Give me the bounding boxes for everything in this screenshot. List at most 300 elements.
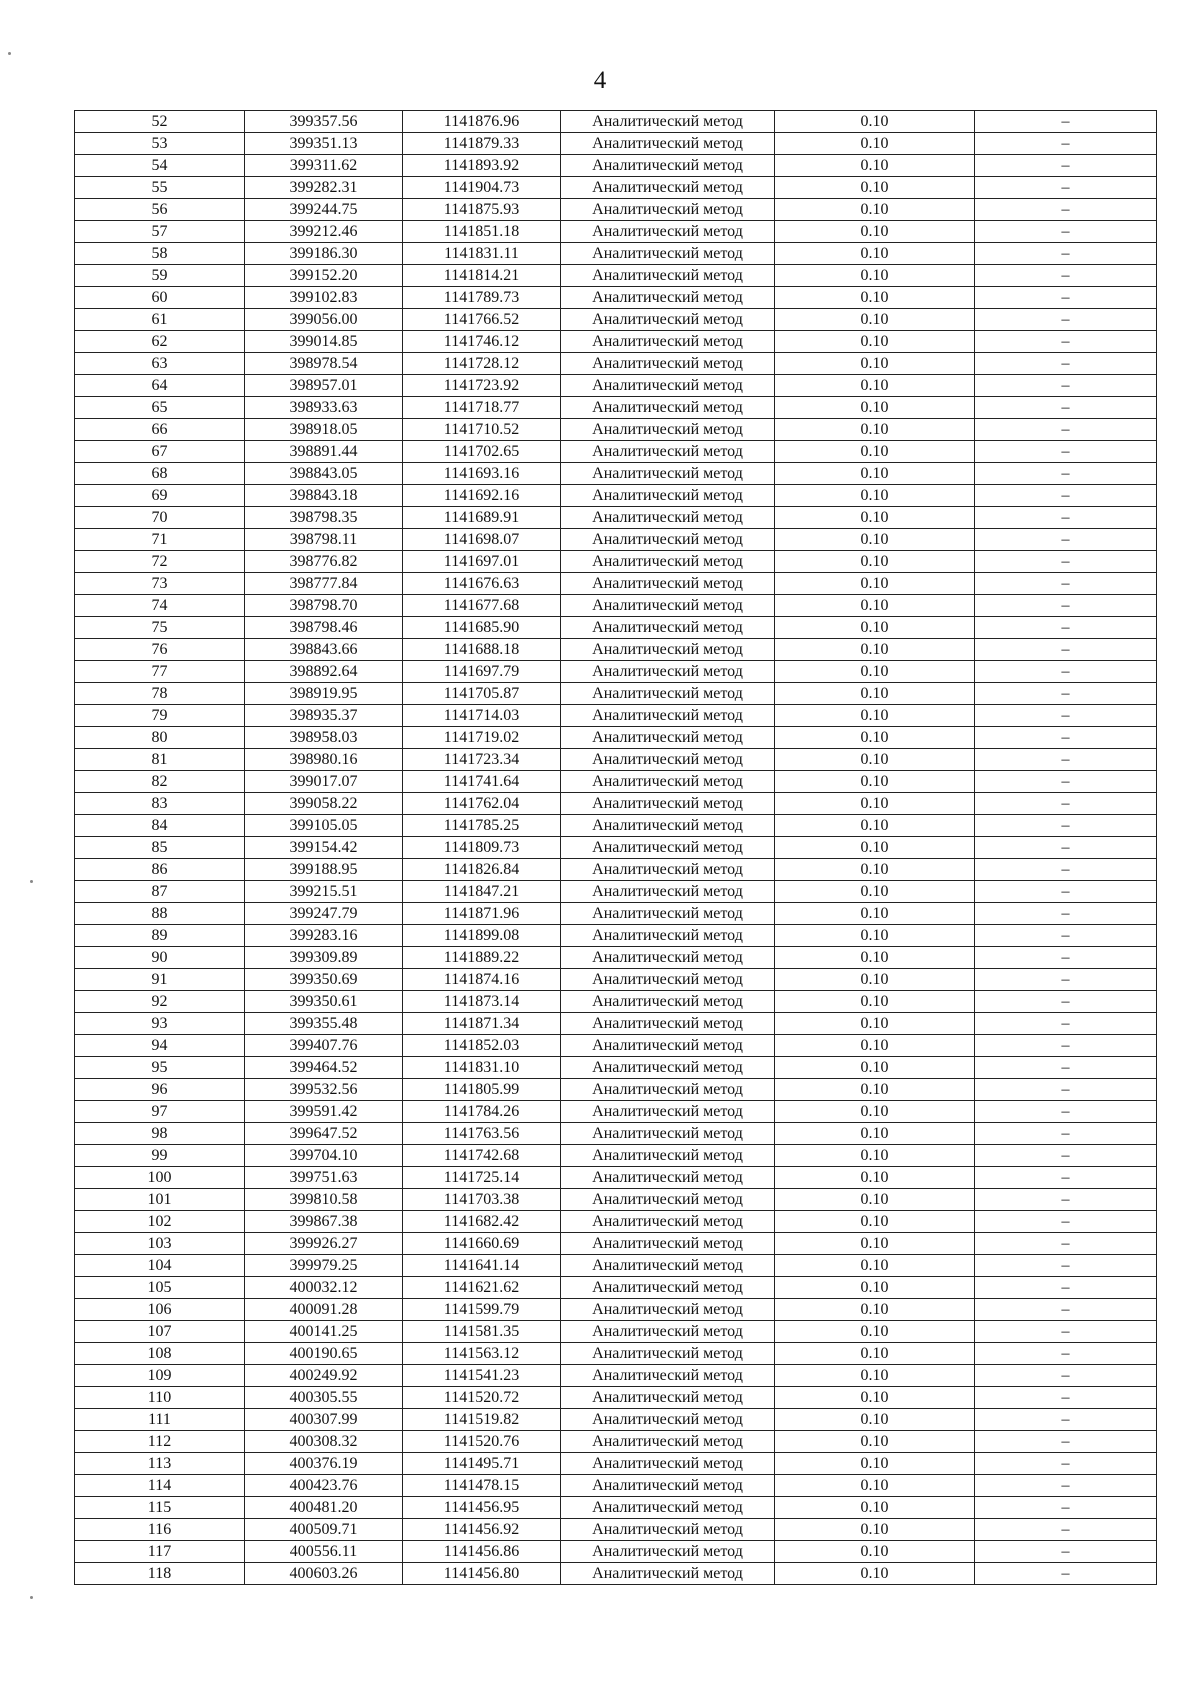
method-cell: Аналитический метод bbox=[561, 287, 775, 309]
x-coordinate-cell: 398957.01 bbox=[245, 375, 403, 397]
y-coordinate-cell: 1141784.26 bbox=[403, 1101, 561, 1123]
point-number-cell: 69 bbox=[75, 485, 245, 507]
note-cell: – bbox=[975, 397, 1157, 419]
y-coordinate-cell: 1141879.33 bbox=[403, 133, 561, 155]
y-coordinate-cell: 1141641.14 bbox=[403, 1255, 561, 1277]
point-number-cell: 64 bbox=[75, 375, 245, 397]
point-number-cell: 88 bbox=[75, 903, 245, 925]
y-coordinate-cell: 1141789.73 bbox=[403, 287, 561, 309]
table-row bbox=[75, 1431, 1157, 1453]
accuracy-cell: 0.10 bbox=[775, 881, 975, 903]
page-number: 4 bbox=[593, 67, 607, 94]
point-number-cell: 57 bbox=[75, 221, 245, 243]
y-coordinate-cell: 1141697.79 bbox=[403, 661, 561, 683]
table-row bbox=[75, 243, 1157, 265]
accuracy-cell: 0.10 bbox=[775, 837, 975, 859]
note-cell: – bbox=[975, 133, 1157, 155]
accuracy-cell: 0.10 bbox=[775, 815, 975, 837]
accuracy-cell: 0.10 bbox=[775, 1409, 975, 1431]
note-cell: – bbox=[975, 639, 1157, 661]
table-row bbox=[75, 221, 1157, 243]
note-cell: – bbox=[975, 463, 1157, 485]
accuracy-cell: 0.10 bbox=[775, 573, 975, 595]
y-coordinate-cell: 1141698.07 bbox=[403, 529, 561, 551]
accuracy-cell: 0.10 bbox=[775, 1167, 975, 1189]
table-row bbox=[75, 177, 1157, 199]
point-number-cell: 105 bbox=[75, 1277, 245, 1299]
point-number-cell: 91 bbox=[75, 969, 245, 991]
method-cell: Аналитический метод bbox=[561, 111, 775, 133]
accuracy-cell: 0.10 bbox=[775, 1541, 975, 1563]
point-number-cell: 96 bbox=[75, 1079, 245, 1101]
table-row bbox=[75, 507, 1157, 529]
point-number-cell: 68 bbox=[75, 463, 245, 485]
x-coordinate-cell: 400249.92 bbox=[245, 1365, 403, 1387]
accuracy-cell: 0.10 bbox=[775, 1365, 975, 1387]
y-coordinate-cell: 1141677.68 bbox=[403, 595, 561, 617]
accuracy-cell: 0.10 bbox=[775, 1299, 975, 1321]
x-coordinate-cell: 399212.46 bbox=[245, 221, 403, 243]
accuracy-cell: 0.10 bbox=[775, 1431, 975, 1453]
table-row bbox=[75, 397, 1157, 419]
x-coordinate-cell: 398777.84 bbox=[245, 573, 403, 595]
note-cell: – bbox=[975, 1057, 1157, 1079]
method-cell: Аналитический метод bbox=[561, 309, 775, 331]
note-cell: – bbox=[975, 375, 1157, 397]
note-cell: – bbox=[975, 331, 1157, 353]
y-coordinate-cell: 1141705.87 bbox=[403, 683, 561, 705]
accuracy-cell: 0.10 bbox=[775, 1519, 975, 1541]
method-cell: Аналитический метод bbox=[561, 1233, 775, 1255]
accuracy-cell: 0.10 bbox=[775, 1475, 975, 1497]
y-coordinate-cell: 1141851.18 bbox=[403, 221, 561, 243]
note-cell: – bbox=[975, 903, 1157, 925]
scan-speck bbox=[30, 1596, 33, 1599]
y-coordinate-cell: 1141682.42 bbox=[403, 1211, 561, 1233]
y-coordinate-cell: 1141688.18 bbox=[403, 639, 561, 661]
point-number-cell: 71 bbox=[75, 529, 245, 551]
table-row bbox=[75, 551, 1157, 573]
table-row bbox=[75, 1365, 1157, 1387]
x-coordinate-cell: 399532.56 bbox=[245, 1079, 403, 1101]
point-number-cell: 85 bbox=[75, 837, 245, 859]
note-cell: – bbox=[975, 1277, 1157, 1299]
note-cell: – bbox=[975, 1255, 1157, 1277]
accuracy-cell: 0.10 bbox=[775, 1343, 975, 1365]
point-number-cell: 110 bbox=[75, 1387, 245, 1409]
y-coordinate-cell: 1141703.38 bbox=[403, 1189, 561, 1211]
point-number-cell: 84 bbox=[75, 815, 245, 837]
point-number-cell: 104 bbox=[75, 1255, 245, 1277]
accuracy-cell: 0.10 bbox=[775, 111, 975, 133]
y-coordinate-cell: 1141478.15 bbox=[403, 1475, 561, 1497]
y-coordinate-cell: 1141875.93 bbox=[403, 199, 561, 221]
table-row bbox=[75, 881, 1157, 903]
table-row bbox=[75, 1233, 1157, 1255]
accuracy-cell: 0.10 bbox=[775, 1079, 975, 1101]
accuracy-cell: 0.10 bbox=[775, 309, 975, 331]
x-coordinate-cell: 400376.19 bbox=[245, 1453, 403, 1475]
x-coordinate-cell: 399355.48 bbox=[245, 1013, 403, 1035]
table-row bbox=[75, 661, 1157, 683]
table-row bbox=[75, 1035, 1157, 1057]
table-row bbox=[75, 1277, 1157, 1299]
table-row bbox=[75, 485, 1157, 507]
table-row bbox=[75, 947, 1157, 969]
table-row bbox=[75, 1321, 1157, 1343]
table-row bbox=[75, 111, 1157, 133]
method-cell: Аналитический метод bbox=[561, 1167, 775, 1189]
table-row bbox=[75, 1299, 1157, 1321]
note-cell: – bbox=[975, 617, 1157, 639]
method-cell: Аналитический метод bbox=[561, 1057, 775, 1079]
method-cell: Аналитический метод bbox=[561, 683, 775, 705]
method-cell: Аналитический метод bbox=[561, 881, 775, 903]
accuracy-cell: 0.10 bbox=[775, 617, 975, 639]
point-number-cell: 99 bbox=[75, 1145, 245, 1167]
x-coordinate-cell: 399186.30 bbox=[245, 243, 403, 265]
y-coordinate-cell: 1141874.16 bbox=[403, 969, 561, 991]
point-number-cell: 94 bbox=[75, 1035, 245, 1057]
accuracy-cell: 0.10 bbox=[775, 969, 975, 991]
y-coordinate-cell: 1141702.65 bbox=[403, 441, 561, 463]
y-coordinate-cell: 1141904.73 bbox=[403, 177, 561, 199]
table-row bbox=[75, 617, 1157, 639]
x-coordinate-cell: 399350.61 bbox=[245, 991, 403, 1013]
table-row bbox=[75, 573, 1157, 595]
accuracy-cell: 0.10 bbox=[775, 177, 975, 199]
table-row bbox=[75, 859, 1157, 881]
note-cell: – bbox=[975, 551, 1157, 573]
table-row bbox=[75, 265, 1157, 287]
x-coordinate-cell: 399407.76 bbox=[245, 1035, 403, 1057]
point-number-cell: 114 bbox=[75, 1475, 245, 1497]
table-row bbox=[75, 1453, 1157, 1475]
x-coordinate-cell: 399350.69 bbox=[245, 969, 403, 991]
note-cell: – bbox=[975, 1101, 1157, 1123]
accuracy-cell: 0.10 bbox=[775, 441, 975, 463]
x-coordinate-cell: 399154.42 bbox=[245, 837, 403, 859]
x-coordinate-cell: 399017.07 bbox=[245, 771, 403, 793]
table-row bbox=[75, 1409, 1157, 1431]
point-number-cell: 63 bbox=[75, 353, 245, 375]
x-coordinate-cell: 400481.20 bbox=[245, 1497, 403, 1519]
method-cell: Аналитический метод bbox=[561, 727, 775, 749]
point-number-cell: 107 bbox=[75, 1321, 245, 1343]
table-row bbox=[75, 1475, 1157, 1497]
accuracy-cell: 0.10 bbox=[775, 925, 975, 947]
y-coordinate-cell: 1141831.11 bbox=[403, 243, 561, 265]
point-number-cell: 60 bbox=[75, 287, 245, 309]
point-number-cell: 93 bbox=[75, 1013, 245, 1035]
note-cell: – bbox=[975, 969, 1157, 991]
point-number-cell: 61 bbox=[75, 309, 245, 331]
table-row bbox=[75, 419, 1157, 441]
table-row bbox=[75, 1167, 1157, 1189]
y-coordinate-cell: 1141563.12 bbox=[403, 1343, 561, 1365]
method-cell: Аналитический метод bbox=[561, 463, 775, 485]
x-coordinate-cell: 400307.99 bbox=[245, 1409, 403, 1431]
point-number-cell: 100 bbox=[75, 1167, 245, 1189]
note-cell: – bbox=[975, 1475, 1157, 1497]
accuracy-cell: 0.10 bbox=[775, 353, 975, 375]
point-number-cell: 82 bbox=[75, 771, 245, 793]
x-coordinate-cell: 399152.20 bbox=[245, 265, 403, 287]
point-number-cell: 89 bbox=[75, 925, 245, 947]
table-row bbox=[75, 155, 1157, 177]
table-row bbox=[75, 1013, 1157, 1035]
note-cell: – bbox=[975, 419, 1157, 441]
method-cell: Аналитический метод bbox=[561, 661, 775, 683]
table-row bbox=[75, 1123, 1157, 1145]
table-row bbox=[75, 925, 1157, 947]
method-cell: Аналитический метод bbox=[561, 265, 775, 287]
method-cell: Аналитический метод bbox=[561, 199, 775, 221]
point-number-cell: 56 bbox=[75, 199, 245, 221]
table-row bbox=[75, 1255, 1157, 1277]
x-coordinate-cell: 398892.64 bbox=[245, 661, 403, 683]
method-cell: Аналитический метод bbox=[561, 991, 775, 1013]
note-cell: – bbox=[975, 1497, 1157, 1519]
method-cell: Аналитический метод bbox=[561, 749, 775, 771]
accuracy-cell: 0.10 bbox=[775, 749, 975, 771]
y-coordinate-cell: 1141660.69 bbox=[403, 1233, 561, 1255]
table-row bbox=[75, 331, 1157, 353]
accuracy-cell: 0.10 bbox=[775, 133, 975, 155]
x-coordinate-cell: 400190.65 bbox=[245, 1343, 403, 1365]
x-coordinate-cell: 398798.46 bbox=[245, 617, 403, 639]
accuracy-cell: 0.10 bbox=[775, 1189, 975, 1211]
point-number-cell: 62 bbox=[75, 331, 245, 353]
method-cell: Аналитический метод bbox=[561, 1277, 775, 1299]
table-row bbox=[75, 529, 1157, 551]
x-coordinate-cell: 398798.35 bbox=[245, 507, 403, 529]
method-cell: Аналитический метод bbox=[561, 1013, 775, 1035]
note-cell: – bbox=[975, 1167, 1157, 1189]
accuracy-cell: 0.10 bbox=[775, 1101, 975, 1123]
y-coordinate-cell: 1141676.63 bbox=[403, 573, 561, 595]
y-coordinate-cell: 1141728.12 bbox=[403, 353, 561, 375]
accuracy-cell: 0.10 bbox=[775, 1145, 975, 1167]
table-row bbox=[75, 1343, 1157, 1365]
note-cell: – bbox=[975, 859, 1157, 881]
method-cell: Аналитический метод bbox=[561, 969, 775, 991]
table-row bbox=[75, 749, 1157, 771]
note-cell: – bbox=[975, 793, 1157, 815]
point-number-cell: 109 bbox=[75, 1365, 245, 1387]
point-number-cell: 106 bbox=[75, 1299, 245, 1321]
note-cell: – bbox=[975, 881, 1157, 903]
table-row bbox=[75, 837, 1157, 859]
table-row bbox=[75, 771, 1157, 793]
x-coordinate-cell: 399058.22 bbox=[245, 793, 403, 815]
point-number-cell: 95 bbox=[75, 1057, 245, 1079]
point-number-cell: 76 bbox=[75, 639, 245, 661]
method-cell: Аналитический метод bbox=[561, 485, 775, 507]
method-cell: Аналитический метод bbox=[561, 1541, 775, 1563]
accuracy-cell: 0.10 bbox=[775, 397, 975, 419]
coordinates-table bbox=[74, 110, 1157, 1585]
point-number-cell: 86 bbox=[75, 859, 245, 881]
x-coordinate-cell: 399867.38 bbox=[245, 1211, 403, 1233]
accuracy-cell: 0.10 bbox=[775, 947, 975, 969]
note-cell: – bbox=[975, 199, 1157, 221]
x-coordinate-cell: 398919.95 bbox=[245, 683, 403, 705]
x-coordinate-cell: 398918.05 bbox=[245, 419, 403, 441]
y-coordinate-cell: 1141456.95 bbox=[403, 1497, 561, 1519]
x-coordinate-cell: 400308.32 bbox=[245, 1431, 403, 1453]
note-cell: – bbox=[975, 441, 1157, 463]
point-number-cell: 70 bbox=[75, 507, 245, 529]
method-cell: Аналитический метод bbox=[561, 859, 775, 881]
x-coordinate-cell: 400556.11 bbox=[245, 1541, 403, 1563]
method-cell: Аналитический метод bbox=[561, 331, 775, 353]
table-row bbox=[75, 1079, 1157, 1101]
accuracy-cell: 0.10 bbox=[775, 771, 975, 793]
x-coordinate-cell: 399282.31 bbox=[245, 177, 403, 199]
note-cell: – bbox=[975, 947, 1157, 969]
x-coordinate-cell: 398798.70 bbox=[245, 595, 403, 617]
method-cell: Аналитический метод bbox=[561, 837, 775, 859]
note-cell: – bbox=[975, 595, 1157, 617]
note-cell: – bbox=[975, 1189, 1157, 1211]
x-coordinate-cell: 400032.12 bbox=[245, 1277, 403, 1299]
accuracy-cell: 0.10 bbox=[775, 903, 975, 925]
point-number-cell: 78 bbox=[75, 683, 245, 705]
table-row bbox=[75, 1189, 1157, 1211]
table-row bbox=[75, 639, 1157, 661]
y-coordinate-cell: 1141831.10 bbox=[403, 1057, 561, 1079]
point-number-cell: 74 bbox=[75, 595, 245, 617]
y-coordinate-cell: 1141581.35 bbox=[403, 1321, 561, 1343]
x-coordinate-cell: 399247.79 bbox=[245, 903, 403, 925]
accuracy-cell: 0.10 bbox=[775, 1563, 975, 1585]
table-row bbox=[75, 309, 1157, 331]
accuracy-cell: 0.10 bbox=[775, 1497, 975, 1519]
note-cell: – bbox=[975, 485, 1157, 507]
y-coordinate-cell: 1141723.34 bbox=[403, 749, 561, 771]
method-cell: Аналитический метод bbox=[561, 419, 775, 441]
accuracy-cell: 0.10 bbox=[775, 1211, 975, 1233]
x-coordinate-cell: 398958.03 bbox=[245, 727, 403, 749]
table-row bbox=[75, 1387, 1157, 1409]
method-cell: Аналитический метод bbox=[561, 397, 775, 419]
note-cell: – bbox=[975, 1233, 1157, 1255]
note-cell: – bbox=[975, 573, 1157, 595]
point-number-cell: 117 bbox=[75, 1541, 245, 1563]
note-cell: – bbox=[975, 1365, 1157, 1387]
note-cell: – bbox=[975, 1453, 1157, 1475]
x-coordinate-cell: 399056.00 bbox=[245, 309, 403, 331]
table-row bbox=[75, 1211, 1157, 1233]
note-cell: – bbox=[975, 683, 1157, 705]
y-coordinate-cell: 1141805.99 bbox=[403, 1079, 561, 1101]
method-cell: Аналитический метод bbox=[561, 1321, 775, 1343]
x-coordinate-cell: 399188.95 bbox=[245, 859, 403, 881]
point-number-cell: 102 bbox=[75, 1211, 245, 1233]
method-cell: Аналитический метод bbox=[561, 1035, 775, 1057]
x-coordinate-cell: 399591.42 bbox=[245, 1101, 403, 1123]
x-coordinate-cell: 399105.05 bbox=[245, 815, 403, 837]
table-row bbox=[75, 705, 1157, 727]
point-number-cell: 52 bbox=[75, 111, 245, 133]
point-number-cell: 79 bbox=[75, 705, 245, 727]
note-cell: – bbox=[975, 1013, 1157, 1035]
note-cell: – bbox=[975, 1145, 1157, 1167]
table-row bbox=[75, 1101, 1157, 1123]
point-number-cell: 115 bbox=[75, 1497, 245, 1519]
y-coordinate-cell: 1141809.73 bbox=[403, 837, 561, 859]
point-number-cell: 98 bbox=[75, 1123, 245, 1145]
accuracy-cell: 0.10 bbox=[775, 683, 975, 705]
note-cell: – bbox=[975, 1123, 1157, 1145]
y-coordinate-cell: 1141697.01 bbox=[403, 551, 561, 573]
point-number-cell: 53 bbox=[75, 133, 245, 155]
point-number-cell: 67 bbox=[75, 441, 245, 463]
x-coordinate-cell: 399311.62 bbox=[245, 155, 403, 177]
point-number-cell: 75 bbox=[75, 617, 245, 639]
accuracy-cell: 0.10 bbox=[775, 1123, 975, 1145]
point-number-cell: 113 bbox=[75, 1453, 245, 1475]
note-cell: – bbox=[975, 1035, 1157, 1057]
y-coordinate-cell: 1141873.14 bbox=[403, 991, 561, 1013]
accuracy-cell: 0.10 bbox=[775, 199, 975, 221]
y-coordinate-cell: 1141685.90 bbox=[403, 617, 561, 639]
y-coordinate-cell: 1141520.72 bbox=[403, 1387, 561, 1409]
note-cell: – bbox=[975, 837, 1157, 859]
note-cell: – bbox=[975, 155, 1157, 177]
x-coordinate-cell: 399926.27 bbox=[245, 1233, 403, 1255]
x-coordinate-cell: 399102.83 bbox=[245, 287, 403, 309]
note-cell: – bbox=[975, 1299, 1157, 1321]
x-coordinate-cell: 398798.11 bbox=[245, 529, 403, 551]
note-cell: – bbox=[975, 353, 1157, 375]
table-row bbox=[75, 969, 1157, 991]
note-cell: – bbox=[975, 529, 1157, 551]
y-coordinate-cell: 1141785.25 bbox=[403, 815, 561, 837]
x-coordinate-cell: 399215.51 bbox=[245, 881, 403, 903]
y-coordinate-cell: 1141692.16 bbox=[403, 485, 561, 507]
point-number-cell: 103 bbox=[75, 1233, 245, 1255]
method-cell: Аналитический метод bbox=[561, 243, 775, 265]
x-coordinate-cell: 400305.55 bbox=[245, 1387, 403, 1409]
point-number-cell: 59 bbox=[75, 265, 245, 287]
method-cell: Аналитический метод bbox=[561, 551, 775, 573]
table-row bbox=[75, 727, 1157, 749]
x-coordinate-cell: 398843.66 bbox=[245, 639, 403, 661]
point-number-cell: 83 bbox=[75, 793, 245, 815]
y-coordinate-cell: 1141814.21 bbox=[403, 265, 561, 287]
point-number-cell: 118 bbox=[75, 1563, 245, 1585]
y-coordinate-cell: 1141599.79 bbox=[403, 1299, 561, 1321]
y-coordinate-cell: 1141899.08 bbox=[403, 925, 561, 947]
x-coordinate-cell: 398933.63 bbox=[245, 397, 403, 419]
note-cell: – bbox=[975, 177, 1157, 199]
method-cell: Аналитический метод bbox=[561, 353, 775, 375]
point-number-cell: 80 bbox=[75, 727, 245, 749]
accuracy-cell: 0.10 bbox=[775, 287, 975, 309]
method-cell: Аналитический метод bbox=[561, 1563, 775, 1585]
method-cell: Аналитический метод bbox=[561, 1255, 775, 1277]
table-row bbox=[75, 1519, 1157, 1541]
note-cell: – bbox=[975, 815, 1157, 837]
point-number-cell: 81 bbox=[75, 749, 245, 771]
x-coordinate-cell: 399979.25 bbox=[245, 1255, 403, 1277]
x-coordinate-cell: 399704.10 bbox=[245, 1145, 403, 1167]
method-cell: Аналитический метод bbox=[561, 375, 775, 397]
method-cell: Аналитический метод bbox=[561, 507, 775, 529]
method-cell: Аналитический метод bbox=[561, 639, 775, 661]
